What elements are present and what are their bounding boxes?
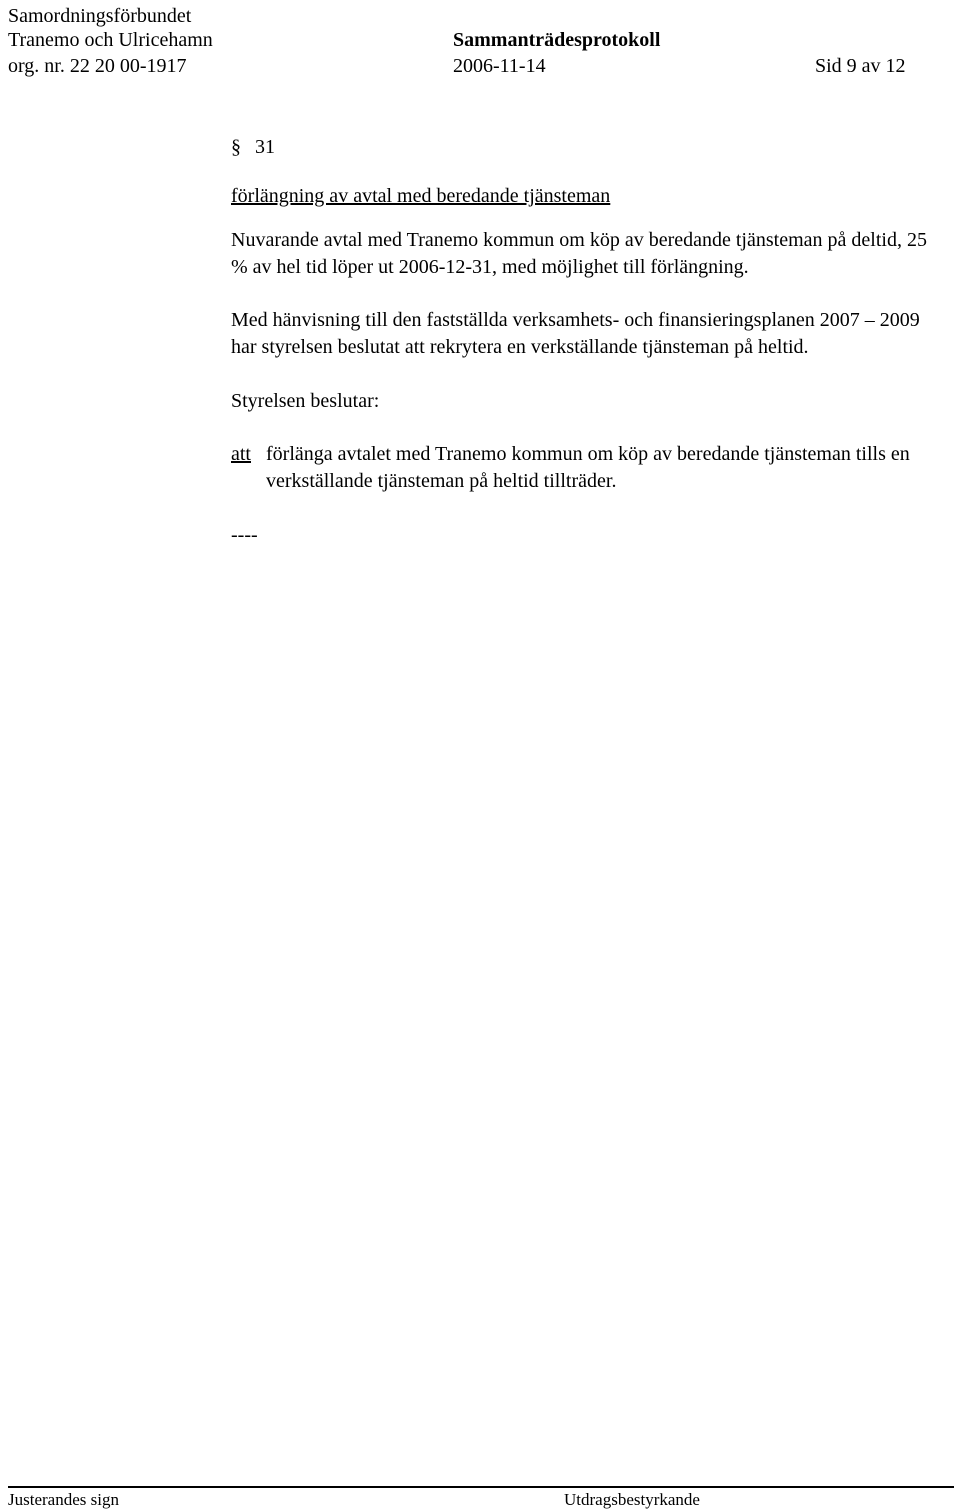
document-body <box>231 128 946 549</box>
end-marker: ---- <box>231 524 258 546</box>
footer-certification-label: Utdragsbestyrkande <box>564 1490 700 1509</box>
meeting-date: 2006-11-14 <box>453 55 546 77</box>
doc-type: Sammanträdesprotokoll <box>453 29 661 51</box>
org-sub: Tranemo och Ulricehamn <box>8 29 213 51</box>
page-number: Sid 9 av 12 <box>815 55 906 77</box>
decision-att-label: att <box>231 443 251 465</box>
org-number: org. nr. 22 20 00-1917 <box>8 55 187 77</box>
decision-text: förlänga avtalet med Tranemo kommun om köp av beredande tjänsteman tills en verkställande tjänsteman på heltid tillträder. <box>266 443 910 492</box>
paragraph-background: Nuvarande avtal med Tranemo kommun om köp av beredande tjänsteman på deltid, 25 % av hel tid löper ut 2006-12-31, med möjlighet till förlängning. <box>231 229 927 278</box>
paragraph-title: förlängning av avtal med beredande tjänsteman <box>231 185 611 207</box>
org-name: Samordningsförbundet <box>8 5 192 27</box>
footer-divider <box>8 1486 954 1488</box>
decision-item <box>231 441 946 495</box>
decision-intro: Styrelsen beslutar: <box>231 390 380 412</box>
paragraph-heading <box>231 128 946 166</box>
paragraph-reference: Med hänvisning till den fastställda verksamhets- och finansieringsplanen 2007 – 2009 har styrelsen beslutat att rekrytera en verkställande tjänsteman på heltid. <box>231 309 920 358</box>
paragraph-number: 31 <box>255 136 275 158</box>
section-sign-icon: § <box>231 136 241 158</box>
footer-signature-label: Justerandes sign <box>8 1490 119 1509</box>
